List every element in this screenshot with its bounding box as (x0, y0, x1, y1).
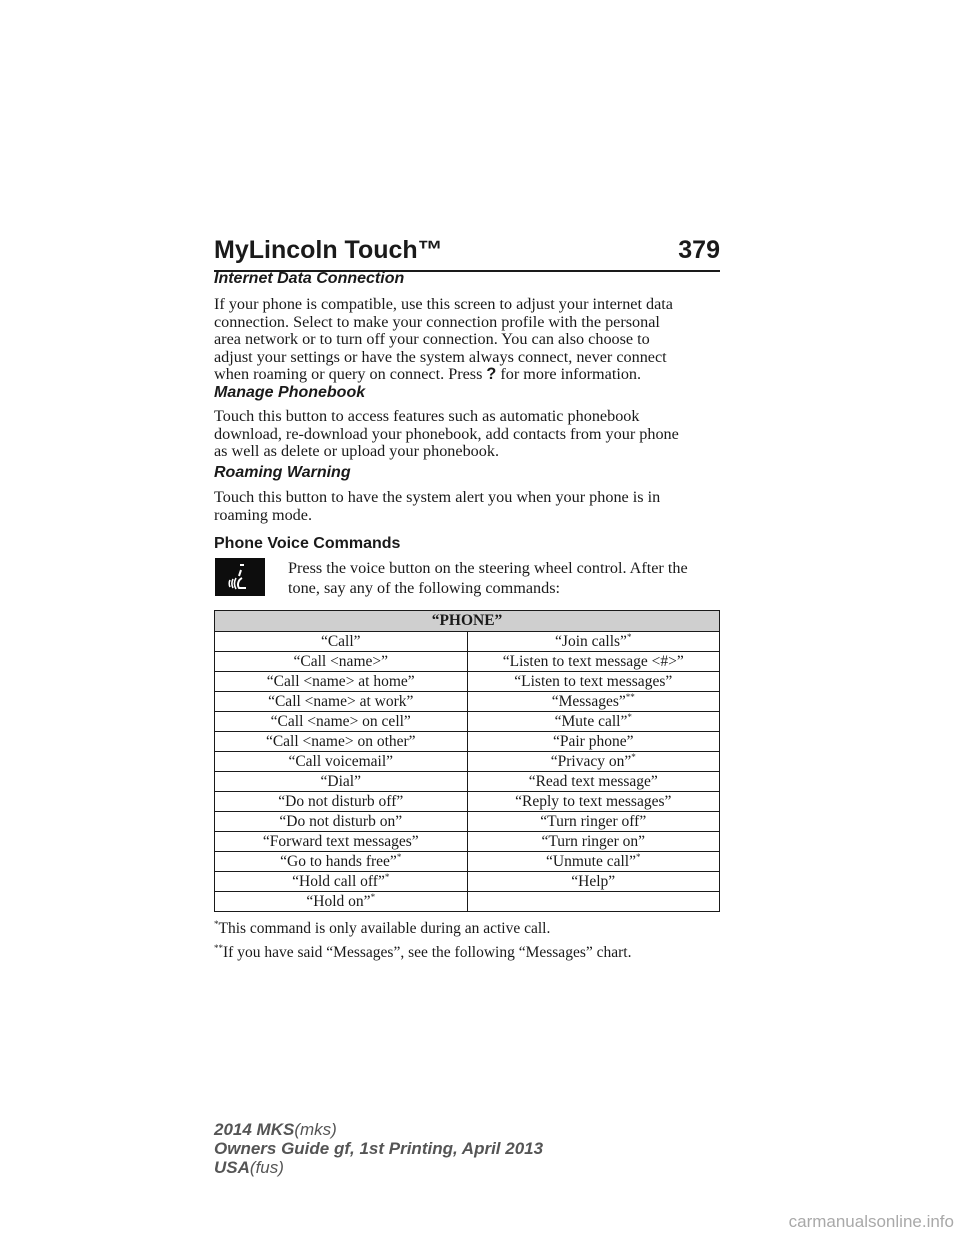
table-row (215, 772, 720, 792)
command-cell-left: “Call voicemail” (215, 752, 468, 772)
internet-paragraph (214, 296, 720, 384)
command-cell-left: “Call <name> on other” (215, 732, 468, 752)
table-header-row (215, 611, 720, 632)
text-line: download, re-download your phonebook, add contacts from your phone (214, 424, 679, 443)
command-cell-left: “Do not disturb on” (215, 812, 468, 832)
command-cell-left: “Call <name> at home” (215, 672, 468, 692)
text-line: If your phone is compatible, use this screen to adjust your internet data (214, 295, 673, 313)
text-line: tone, say any of the following commands: (288, 579, 560, 597)
watermark: carmanualsonline.info (788, 1212, 954, 1231)
voice-button-icon (215, 558, 265, 596)
help-symbol: ? (486, 365, 497, 384)
table-row (215, 832, 720, 852)
phonebook-paragraph (214, 408, 720, 461)
footnote: *This command is only available during an active call. (214, 918, 551, 937)
page-title: MyLincoln Touch™ (214, 236, 443, 264)
command-cell-left: “Hold on”* (215, 892, 468, 912)
text-line: adjust your settings or have the system always connect, never connect (214, 347, 667, 366)
command-cell-right: “Privacy on”* (467, 752, 720, 772)
command-cell-left: “Call <name> on cell” (215, 712, 468, 732)
command-cell-left: “Do not disturb off” (215, 792, 468, 812)
command-cell-right: “Reply to text messages” (467, 792, 720, 812)
command-cell-left: “Hold call off”* (215, 872, 468, 892)
text-line: Touch this button to access features such as automatic phonebook (214, 407, 640, 425)
table-body (215, 632, 720, 912)
table-row (215, 852, 720, 872)
table-row (215, 652, 720, 672)
table-row (215, 752, 720, 772)
command-cell-left: “Go to hands free”* (215, 852, 468, 872)
section-heading-phonebook: Manage Phonebook (214, 384, 366, 401)
table-row (215, 892, 720, 912)
text-line: when roaming or query on connect. Press ? for more information. (214, 365, 642, 384)
table-header: “PHONE” (215, 611, 720, 632)
command-cell-right: “Turn ringer on” (467, 832, 720, 852)
section-heading-roaming: Roaming Warning (214, 464, 351, 481)
table-row (215, 632, 720, 652)
page-number: 379 (678, 236, 720, 264)
text-line: Press the voice button on the steering wheel control. After the (288, 559, 688, 577)
command-cell-right: “Mute call”* (467, 712, 720, 732)
text-line: connection. Select to make your connection profile with the personal (214, 312, 660, 331)
footnote: **If you have said “Messages”, see the following “Messages” chart. (214, 942, 632, 961)
command-cell-left: “Call <name> at work” (215, 692, 468, 712)
section-heading-internet: Internet Data Connection (214, 270, 405, 287)
table-row (215, 792, 720, 812)
command-cell-right: “Listen to text message <#>” (467, 652, 720, 672)
command-cell-left: “Call” (215, 632, 468, 652)
text-line: as well as delete or upload your phonebook. (214, 442, 500, 461)
table-row (215, 712, 720, 732)
command-cell-left: “Call <name>” (215, 652, 468, 672)
voice-paragraph (288, 558, 720, 598)
command-cell-right: “Join calls”* (467, 632, 720, 652)
command-cell-right: “Pair phone” (467, 732, 720, 752)
table-row (215, 672, 720, 692)
section-heading-voice: Phone Voice Commands (214, 535, 401, 552)
command-cell-right: “Listen to text messages” (467, 672, 720, 692)
table-row (215, 732, 720, 752)
command-cell-left: “Forward text messages” (215, 832, 468, 852)
text-line: area network or to turn off your connection. You can also choose to (214, 330, 650, 349)
roaming-paragraph (214, 489, 720, 524)
table-row (215, 812, 720, 832)
phone-commands-table (214, 610, 720, 912)
command-cell-right: “Read text message” (467, 772, 720, 792)
command-cell-right: “Unmute call”* (467, 852, 720, 872)
page-footer: 2014 MKS(mks) Owners Guide gf, 1st Printing, April 2013 USA(fus) (214, 1120, 544, 1177)
command-cell-right (467, 892, 720, 912)
command-cell-left: “Dial” (215, 772, 468, 792)
command-cell-right: “Turn ringer off” (467, 812, 720, 832)
text-line: Touch this button to have the system alert you when your phone is in (214, 488, 661, 506)
command-cell-right: “Help” (467, 872, 720, 892)
table-row (215, 872, 720, 892)
table-row (215, 692, 720, 712)
text-line: roaming mode. (214, 505, 313, 524)
command-cell-right: “Messages”** (467, 692, 720, 712)
